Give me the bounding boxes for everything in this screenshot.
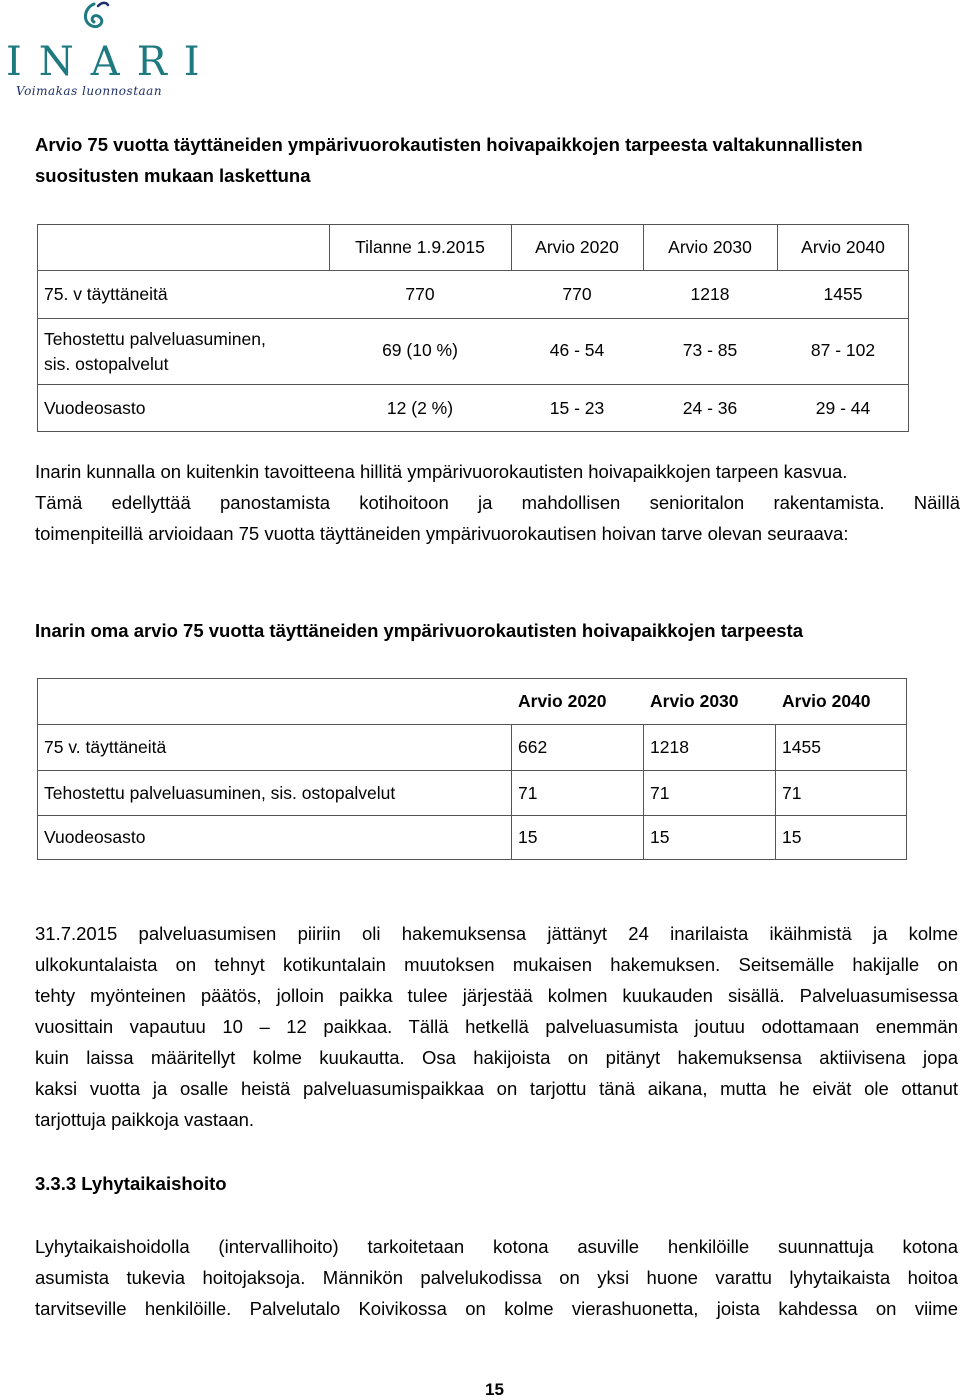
table2-row2-value: 71 [518, 783, 538, 803]
table1-row1-value: 770 [562, 284, 592, 304]
page-number: 15 [485, 1380, 504, 1399]
table2-row2-label: Tehostettu palveluasuminen, sis. ostopalvelut [44, 783, 396, 803]
logo-slogan: Voimakas luonnostaan [16, 84, 163, 98]
table1-row1-label: 75. v täyttäneitä [44, 284, 168, 304]
paragraph-line: tarjottuja paikkoja vastaan. [35, 1109, 255, 1130]
table1-row3-value: 15 - 23 [549, 398, 605, 418]
table1-row3-value: 29 - 44 [815, 398, 871, 418]
table1-row1-value: 1218 [690, 284, 730, 304]
table1-heading-line2: suositusten mukaan laskettuna [35, 165, 311, 186]
table1-header-status: Tilanne 1.9.2015 [355, 237, 485, 257]
table2-row1-value: 662 [518, 737, 548, 757]
table2-row1-label: 75 v. täyttäneitä [44, 737, 167, 757]
table2-header-2020: Arvio 2020 [518, 691, 607, 711]
table1-row2-value: 69 (10 %) [382, 340, 458, 360]
table2-row3-label: Vuodeosasto [44, 827, 146, 847]
table1-row3-value: 24 - 36 [682, 398, 738, 418]
paragraph-line: kuin laissa määritellyt kolme kuukautta. Osa hakijoista on pitänyt hakemuksensa aktiivisena jopa [35, 1047, 958, 1068]
table1-row2-label-line1: Tehostettu palveluasuminen, [44, 329, 266, 349]
paragraph-line: toimenpiteillä arvioidaan 75 vuotta täyttäneiden ympärivuorokautisen hoivan tarve olevan seuraava: [35, 523, 849, 544]
paragraph-line: Inarin kunnalla on kuitenkin tavoitteena hillitä ympärivuorokautisten hoivapaikkojen tarpeen kasvua. [35, 461, 848, 482]
table2-row3-value: 15 [650, 827, 670, 847]
section-heading: 3.3.3 Lyhytaikaishoito [35, 1173, 227, 1194]
table2-header-2030: Arvio 2030 [650, 691, 739, 711]
table2-row2-value: 71 [650, 783, 670, 803]
table2-row1-value: 1455 [782, 737, 821, 757]
table2-row1-value: 1218 [650, 737, 689, 757]
table1-header-2030: Arvio 2030 [668, 237, 752, 257]
table1-header-2040: Arvio 2040 [801, 237, 885, 257]
paragraph-line: ulkokuntalaista on tehnyt kotikuntalain muutoksen mukaisen hakemuksen. Seitsemälle hakijalle on [35, 954, 958, 975]
paragraph-goal [35, 456, 960, 549]
logo-wordmark: INARI [6, 39, 217, 85]
table1-row1-value: 1455 [823, 284, 863, 304]
paragraph-line: asumista tukevia hoitojaksoja. Männikön palvelukodissa on yksi huone varattu lyhytaikaista hoitoa [35, 1267, 958, 1288]
table2-row3-value: 15 [782, 827, 802, 847]
table1-row3-label: Vuodeosasto [44, 398, 146, 418]
table2-row2-value: 71 [782, 783, 802, 803]
paragraph-short-term-care [35, 1231, 958, 1324]
paragraph-line: tarvitseville henkilöille. Palvelutalo Koivikossa on kolme vierashuonetta, joista kahdessa on viime [35, 1298, 958, 1319]
paragraph-line: Lyhytaikaishoidolla (intervallihoito) tarkoitetaan kotona asuville henkilöille suunnattuja kotona [35, 1236, 958, 1257]
table1-row1-value: 770 [405, 284, 435, 304]
table1-row2-value: 73 - 85 [682, 340, 738, 360]
table2-row3-value: 15 [518, 827, 538, 847]
paragraph-line: Tämä edellyttää panostamista kotihoitoon ja mahdollisen senioritalon rakentamista. Näillä [35, 492, 960, 513]
paragraph-line: vuosittain vapautuu 10 – 12 paikkaa. Tällä hetkellä palveluasumista joutuu odottamaan enemmän [35, 1016, 958, 1037]
table1-row2-label-line2: sis. ostopalvelut [44, 354, 169, 374]
table1-header-2020: Arvio 2020 [535, 237, 619, 257]
inari-logo [2, 0, 217, 100]
paragraph-line: 31.7.2015 palveluasumisen piiriin oli hakemuksensa jättänyt 24 inarilaista ikäihmistä ja kolme [35, 923, 958, 944]
paragraph-line: kaksi vuotta ja osalle heistä palveluasumispaikkaa on tarjottu tänä aikana, mutta he eivät ole ottanut [35, 1078, 958, 1099]
table1-heading [35, 129, 960, 191]
table1-row2-value: 46 - 54 [549, 340, 605, 360]
paragraph-applications [35, 918, 958, 1135]
table2-heading: Inarin oma arvio 75 vuotta täyttäneiden ympärivuorokautisten hoivapaikkojen tarpeesta [35, 620, 803, 641]
table1-row2-value: 87 - 102 [810, 340, 876, 360]
table1-row3-value: 12 (2 %) [386, 398, 454, 418]
paragraph-line: tehty myönteinen päätös, jolloin paikka tulee järjestää kolmen kuukauden sisällä. Palveluasumisessa [35, 985, 958, 1006]
table2-header-2040: Arvio 2040 [782, 691, 871, 711]
table1-heading-line1: Arvio 75 vuotta täyttäneiden ympärivuorokautisten hoivapaikkojen tarpeesta valtakunnallisten [35, 134, 863, 155]
